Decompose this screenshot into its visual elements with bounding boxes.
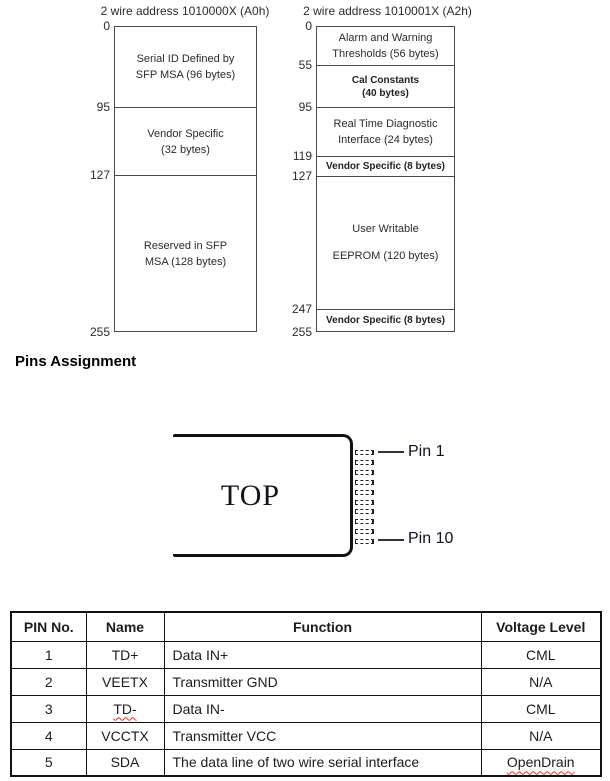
map-a2-section-alarm-warning (317, 27, 454, 66)
cell-voltage: N/A (481, 668, 601, 695)
map-a0-address-0: 0 (103, 19, 110, 33)
map-a2-address-255: 255 (291, 325, 312, 339)
pin-stub-9 (355, 529, 374, 534)
map-a0-address-127: 127 (89, 168, 110, 182)
chip-body (173, 434, 353, 557)
map-a2-section-vendor-specific-2 (317, 310, 454, 331)
memory-map-a0-title: 2 wire address 1010000X (A0h) (100, 4, 270, 18)
pin-stub-2 (355, 460, 374, 465)
pins-assignment-heading: Pins Assignment (15, 353, 137, 370)
cell-function: Data IN+ (164, 641, 481, 668)
map-section-line: Serial ID Defined by (136, 53, 235, 65)
map-section-line: (32 bytes) (161, 143, 210, 156)
table-row (11, 668, 601, 695)
pin-stub-1 (355, 450, 374, 455)
cell-function: Transmitter GND (164, 668, 481, 695)
pin10-leader-line (378, 539, 404, 541)
cell-pin-no: 4 (11, 722, 86, 749)
pin-stub-8 (355, 519, 374, 524)
pin10-label: Pin 10 (408, 530, 454, 547)
map-section-line: Cal Constants (351, 74, 420, 86)
map-section-line: Alarm and Warning (338, 32, 433, 44)
map-a0-section-serial-id (115, 27, 256, 108)
pin-stub-3 (355, 470, 374, 475)
header-voltage-level: Voltage Level (481, 612, 601, 641)
pin1-label: Pin 1 (408, 443, 445, 460)
map-section-line: EEPROM (120 bytes) (332, 250, 439, 262)
cell-name: SDA (86, 749, 164, 776)
map-a0-address-255: 255 (89, 325, 110, 339)
cell-voltage (481, 749, 601, 776)
map-a2-section-cal-constants (317, 66, 454, 108)
cell-name (86, 695, 164, 722)
map-a2-section-user-writable (317, 177, 454, 310)
map-section-line: MSA (128 bytes) (144, 255, 227, 268)
header-function: Function (164, 612, 481, 641)
spellcheck-text: TD- (113, 700, 137, 717)
map-section-line: Vendor Specific (147, 127, 224, 140)
map-section-line: Vendor Specific (8 bytes) (326, 315, 445, 326)
map-section-line: Reserved in SFP (143, 239, 228, 252)
memory-map-a2-title: 2 wire address 1010001X (A2h) (303, 4, 472, 18)
pin-stub-5 (355, 490, 374, 495)
pin-stub-4 (355, 480, 374, 485)
map-a2-address-247: 247 (291, 302, 312, 316)
table-row (11, 695, 601, 722)
cell-name: VCCTX (86, 722, 164, 749)
cell-pin-no: 1 (11, 641, 86, 668)
map-a2-address-0: 0 (305, 19, 312, 33)
memory-map-a0 (114, 26, 257, 332)
pin-table-header-row (11, 612, 601, 641)
cell-function: Data IN- (164, 695, 481, 722)
cell-pin-no: 5 (11, 749, 86, 776)
cell-pin-no: 3 (11, 695, 86, 722)
memory-map-a2 (316, 26, 455, 332)
map-a2-address-95: 95 (298, 100, 312, 114)
map-section-line: Thresholds (56 bytes) (332, 48, 439, 60)
map-section-line: SFP MSA (96 bytes) (135, 69, 236, 81)
map-section-line: Interface (24 bytes) (338, 134, 433, 146)
map-a0-section-reserved (115, 176, 256, 331)
pin-stub-10 (355, 539, 374, 544)
map-a0-address-95: 95 (96, 100, 110, 114)
table-row (11, 722, 601, 749)
header-pin-no: PIN No. (11, 612, 86, 641)
pin-stub-7 (355, 509, 374, 514)
cell-name: VEETX (86, 668, 164, 695)
pin-stub-6 (355, 500, 374, 505)
cell-name: TD+ (86, 641, 164, 668)
cell-function: The data line of two wire serial interface (164, 749, 481, 776)
chip-top-label: TOP (220, 478, 281, 512)
header-name: Name (86, 612, 164, 641)
spellcheck-text: OpenDrain (506, 754, 575, 771)
map-a2-section-vendor-specific-1 (317, 157, 454, 177)
cell-voltage: CML (481, 641, 601, 668)
map-section-line: Vendor Specific (8 bytes) (326, 161, 445, 172)
map-a2-address-55: 55 (298, 58, 312, 72)
map-a2-address-127: 127 (291, 169, 312, 183)
table-row (11, 749, 601, 776)
cell-voltage: CML (481, 695, 601, 722)
cell-pin-no: 2 (11, 668, 86, 695)
pin1-leader-line (378, 451, 404, 453)
map-section-line: Real Time Diagnostic (333, 118, 438, 130)
pin-table (10, 611, 602, 777)
map-a2-address-119: 119 (292, 149, 312, 163)
cell-voltage: N/A (481, 722, 601, 749)
map-section-line: (40 bytes) (362, 87, 409, 99)
cell-function: Transmitter VCC (164, 722, 481, 749)
map-a0-section-vendor-specific (115, 108, 256, 176)
map-a2-section-diagnostic (317, 108, 454, 157)
table-row (11, 641, 601, 668)
map-section-line: User Writable (352, 223, 419, 235)
